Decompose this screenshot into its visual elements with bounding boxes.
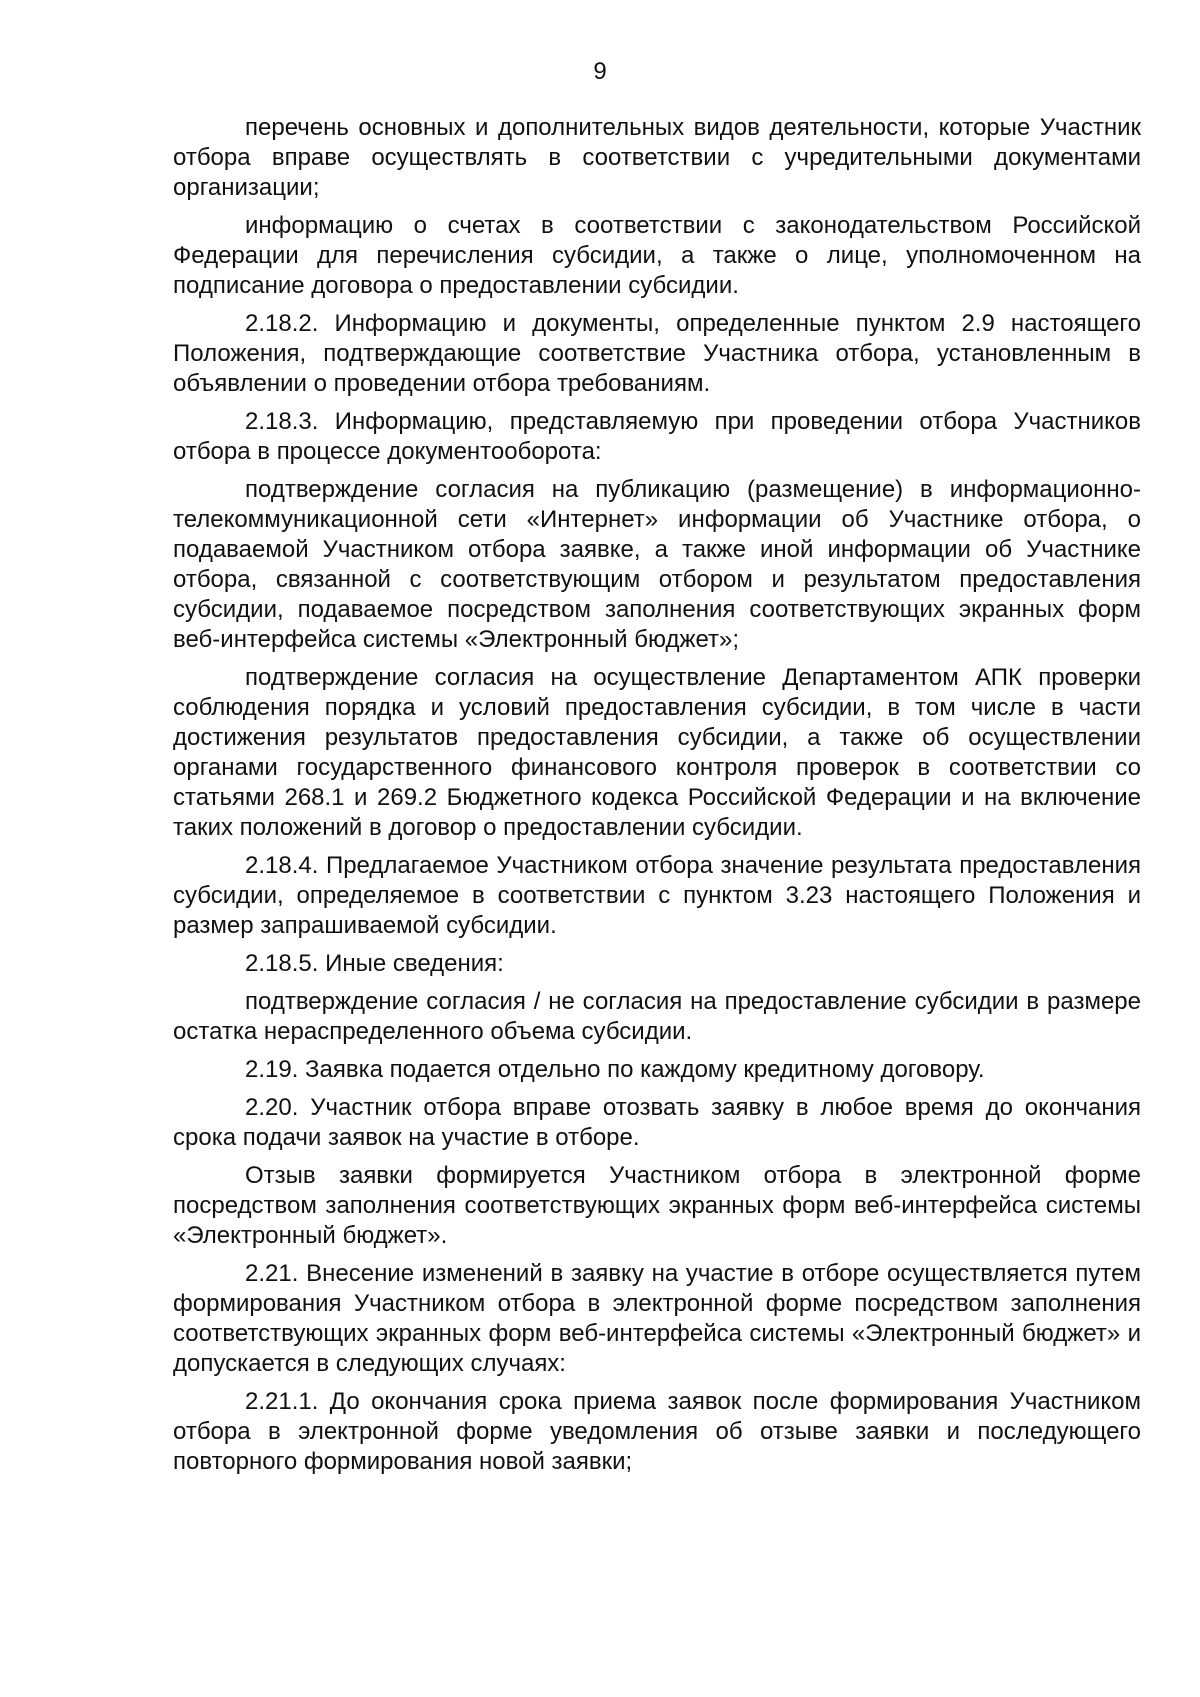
paragraph-activities-list: перечень основных и дополнительных видов деятельности, которые Участник отбора вправе осуществлять в соответствии с учредительными документами организации; bbox=[173, 114, 1141, 201]
paragraph-2-18-5: 2.18.5. Иные сведения: bbox=[245, 950, 504, 977]
paragraph-2-18-3: 2.18.3. Информацию, представляемую при проведении отбора Участников отбора в процессе документооборота: bbox=[173, 408, 1141, 465]
paragraph-2-20: 2.20. Участник отбора вправе отозвать заявку в любое время до окончания срока подачи заявок на участие в отборе. bbox=[173, 1094, 1141, 1151]
document-body bbox=[173, 113, 1141, 1485]
paragraph-remainder-consent: подтверждение согласия / не согласия на предоставление субсидии в размере остатка нераспределенного объема субсидии. bbox=[173, 988, 1141, 1045]
paragraph-2-19: 2.19. Заявка подается отдельно по каждому кредитному договору. bbox=[245, 1056, 985, 1083]
paragraph-withdrawal: Отзыв заявки формируется Участником отбора в электронной форме посредством заполнения соответствующих экранных форм веб-интерфейса системы «Электронный бюджет». bbox=[173, 1162, 1141, 1249]
page-number: 9 bbox=[593, 58, 607, 85]
paragraph-audit-consent: подтверждение согласия на осуществление Департаментом АПК проверки соблюдения порядка и условий предоставления субсидии, в том числе в части достижения результатов предоставления субсидии, а также об осуществлении органами государственного финансового контроля проверок в соответствии со статьями 268.1 и 269.2 Бюджетного кодекса Российской Федерации и на включение таких положений в договор о предоставлении субсидии. bbox=[173, 664, 1141, 841]
paragraph-bank-accounts: информацию о счетах в соответствии с законодательством Российской Федерации для перечисления субсидии, а также о лице, уполномоченном на подписание договора о предоставлении субсидии. bbox=[173, 212, 1141, 299]
paragraph-2-21-1: 2.21.1. До окончания срока приема заявок после формирования Участником отбора в электронной форме уведомления об отзыве заявки и последующего повторного формирования новой заявки; bbox=[173, 1388, 1141, 1475]
paragraph-2-18-4: 2.18.4. Предлагаемое Участником отбора значение результата предоставления субсидии, определяемое в соответствии с пунктом 3.23 настоящего Положения и размер запрашиваемой субсидии. bbox=[173, 852, 1141, 939]
paragraph-publication-consent: подтверждение согласия на публикацию (размещение) в информационно-телекоммуникационной сети «Интернет» информации об Участнике отбора, о подаваемой Участником отбора заявке, а также иной информации об Участнике отбора, связанной с соответствующим отбором и результатом предоставления субсидии, подаваемое посредством заполнения соответствующих экранных форм веб-интерфейса системы «Электронный бюджет»; bbox=[173, 476, 1141, 653]
paragraph-2-21: 2.21. Внесение изменений в заявку на участие в отборе осуществляется путем формирования Участником отбора в электронной форме посредством заполнения соответствующих экранных форм веб-интерфейса системы «Электронный бюджет» и допускается в следующих случаях: bbox=[173, 1260, 1141, 1377]
paragraph-2-18-2: 2.18.2. Информацию и документы, определенные пунктом 2.9 настоящего Положения, подтверждающие соответствие Участника отбора, установленным в объявлении о проведении отбора требованиям. bbox=[173, 310, 1141, 397]
